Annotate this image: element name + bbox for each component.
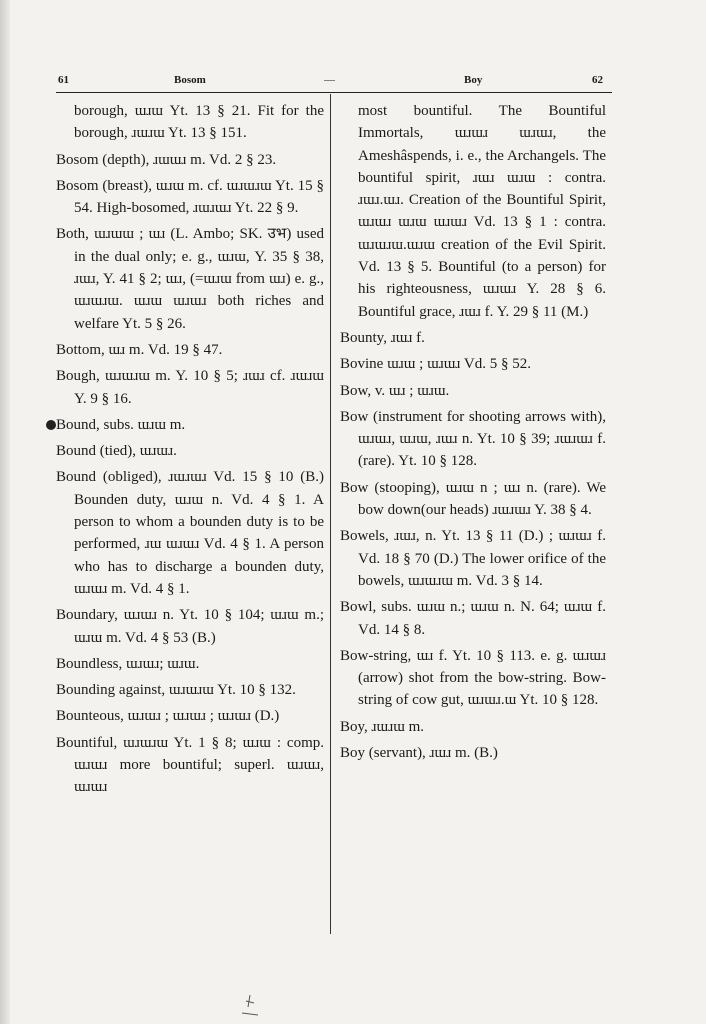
entry: Bowl, subs. ɯɹɯ n.; ɯɹɯ n. N. 64; ɯɹɯ f. Vd. 14 § 8. bbox=[340, 599, 606, 638]
entry: Bounty, ɹɯɹ f. bbox=[340, 329, 425, 346]
entry: borough, ɯɹɯ Yt. 13 § 21. Fit for the borough, ɹɯɹɯ Yt. 13 § 151. bbox=[74, 103, 324, 142]
left-column bbox=[56, 100, 324, 803]
entry: Bovine ɯɹɯ ; ɯɹɯɹ Vd. 5 § 52. bbox=[340, 356, 531, 373]
header-word-right: Boy bbox=[464, 74, 483, 86]
entry: Bottom, ɯɹ m. Vd. 19 § 47. bbox=[56, 341, 223, 358]
entry: Bough, ɯɹɯɹɯ m. Y. 10 § 5; ɹɯɹ cf. ɹɯɹɯ Y. 9 § 16. bbox=[56, 368, 324, 407]
entry: Bow-string, ɯɹ f. Yt. 10 § 113. e. g. ɯɹɯɹ (arrow) shot from the bow-string. Bow-string of cow gut, ɯɹɯɹ.ɯ Yt. 10 § 128. bbox=[340, 647, 606, 709]
entry: Bow (stooping), ɯɹɯ n ; ɯɹ n. (rare). We bow down(our heads) ɹɯɹɯɹ Y. 38 § 4. bbox=[340, 479, 606, 519]
column-rule bbox=[330, 94, 331, 934]
right-column bbox=[340, 100, 606, 768]
entry: Both, ɯɹɯɯ ; ɯɹ (L. Ambo; SK. उभ) used in the dual only; e. g., ɯɹɯ, Y. 35 § 38, ɹɯɹ, Y. 41 § 2; ɯɹ, (=ɯɹɯ from ɯɹ) e. g., ɯɹɯɹɯ. ɯɹɯ ɯɹɯɹ both riches and welfare Yt. 5 § 26. bbox=[56, 226, 324, 332]
entry: Bound (obliged), ɹɯɹɯɹ Vd. 15 § 10 (B.) Bounden duty, ɯɹɯ n. Vd. 4 § 1. A person to whom a bounden duty is to be performed, ɹɯ ɯɹɯɹ Vd. 4 § 1. A person who has to discharge a bounden duty, ɯɹɯɹ m. Vd. 4 § 1. bbox=[56, 469, 324, 597]
ink-blot bbox=[46, 420, 56, 430]
entry: Bounding against, ɯɹɯɹɯ Yt. 10 § 132. bbox=[56, 682, 296, 699]
entry: Bosom (depth), ɹɯɯɹ m. Vd. 2 § 23. bbox=[56, 151, 277, 168]
header-word-left: Bosom bbox=[174, 74, 206, 86]
entry: Boy, ɹɯɹɯ m. bbox=[340, 718, 425, 735]
entry: Boundary, ɯɹɯɹ n. Yt. 10 § 104; ɯɹɯ m.; ɯɹɯ m. Vd. 4 § 53 (B.) bbox=[56, 607, 324, 646]
entry: Bosom (breast), ɯɹɯ m. cf. ɯɹɯɹɯ Yt. 15 § 54. High-bosomed, ɹɯɹɯɹ Yt. 22 § 9. bbox=[56, 177, 324, 217]
entry: Boy (servant), ɹɯɹ m. (B.) bbox=[340, 745, 498, 762]
entry: Bowels, ɹɯɹ, n. Yt. 13 § 11 (D.) ; ɯɹɯɹ f. Vd. 18 § 70 (D.) The lower orifice of the bowels, ɯɹɯɹɯ m. Vd. 3 § 14. bbox=[340, 528, 606, 589]
pencil-scribble bbox=[220, 995, 280, 1023]
page-number-right: 62 bbox=[592, 74, 603, 86]
entry: Bound, subs. ɯɹɯ m. bbox=[56, 416, 186, 433]
entry: Bountiful, ɯɹɯɹɯ Yt. 1 § 8; ɯɹɯ : comp. ɯɹɯɹ more bountiful; superl. ɯɹɯɹ, ɯɹɯɹ bbox=[56, 734, 324, 796]
entry: Bow, v. ɯɹ ; ɯɹɯ. bbox=[340, 382, 450, 399]
page-number-left: 61 bbox=[58, 74, 69, 86]
entry: Boundless, ɯɹɯɹ; ɯɹɯ. bbox=[56, 655, 200, 672]
entry: Bound (tied), ɯɹɯɹ. bbox=[56, 443, 177, 460]
entry: Bounteous, ɯɹɯɹ ; ɯɹɯɹ ; ɯɹɯɹ (D.) bbox=[56, 708, 280, 725]
entry: most bountiful. The Bountiful Immortals, ɯɹɯɹ ɯɹɯɹ, the Ameshâspends, i. e., the Archangels. The bountiful spirit, ɹɯɹ ɯɹɯ : contra. ɹɯɹ.ɯɹ. Creation of the Bountiful Spirit, ɯɹɯɹ ɯɹɯ ɯɹɯɹ Vd. 13 § 1 : contra. ɯɹɯɹɯ.ɯɹɯ creation of the Evil Spirit. Vd. 13 § 5. Bountiful (to a person) for his righteousness, ɯɹɯɹ Y. 28 § 6. Bountiful grace, ɹɯɹ f. Y. 29 § 11 (M.) bbox=[358, 103, 606, 320]
running-header bbox=[56, 72, 612, 92]
entry: Bow (instrument for shooting arrows with), ɯɹɯɹ, ɯɹɯ, ɹɯɹ n. Yt. 10 § 39; ɹɯɹɯɹ f. (rare). Yt. 10 § 128. bbox=[340, 408, 606, 470]
header-rule bbox=[56, 92, 612, 93]
page-edge bbox=[0, 0, 10, 1024]
header-dash: — bbox=[324, 74, 335, 86]
